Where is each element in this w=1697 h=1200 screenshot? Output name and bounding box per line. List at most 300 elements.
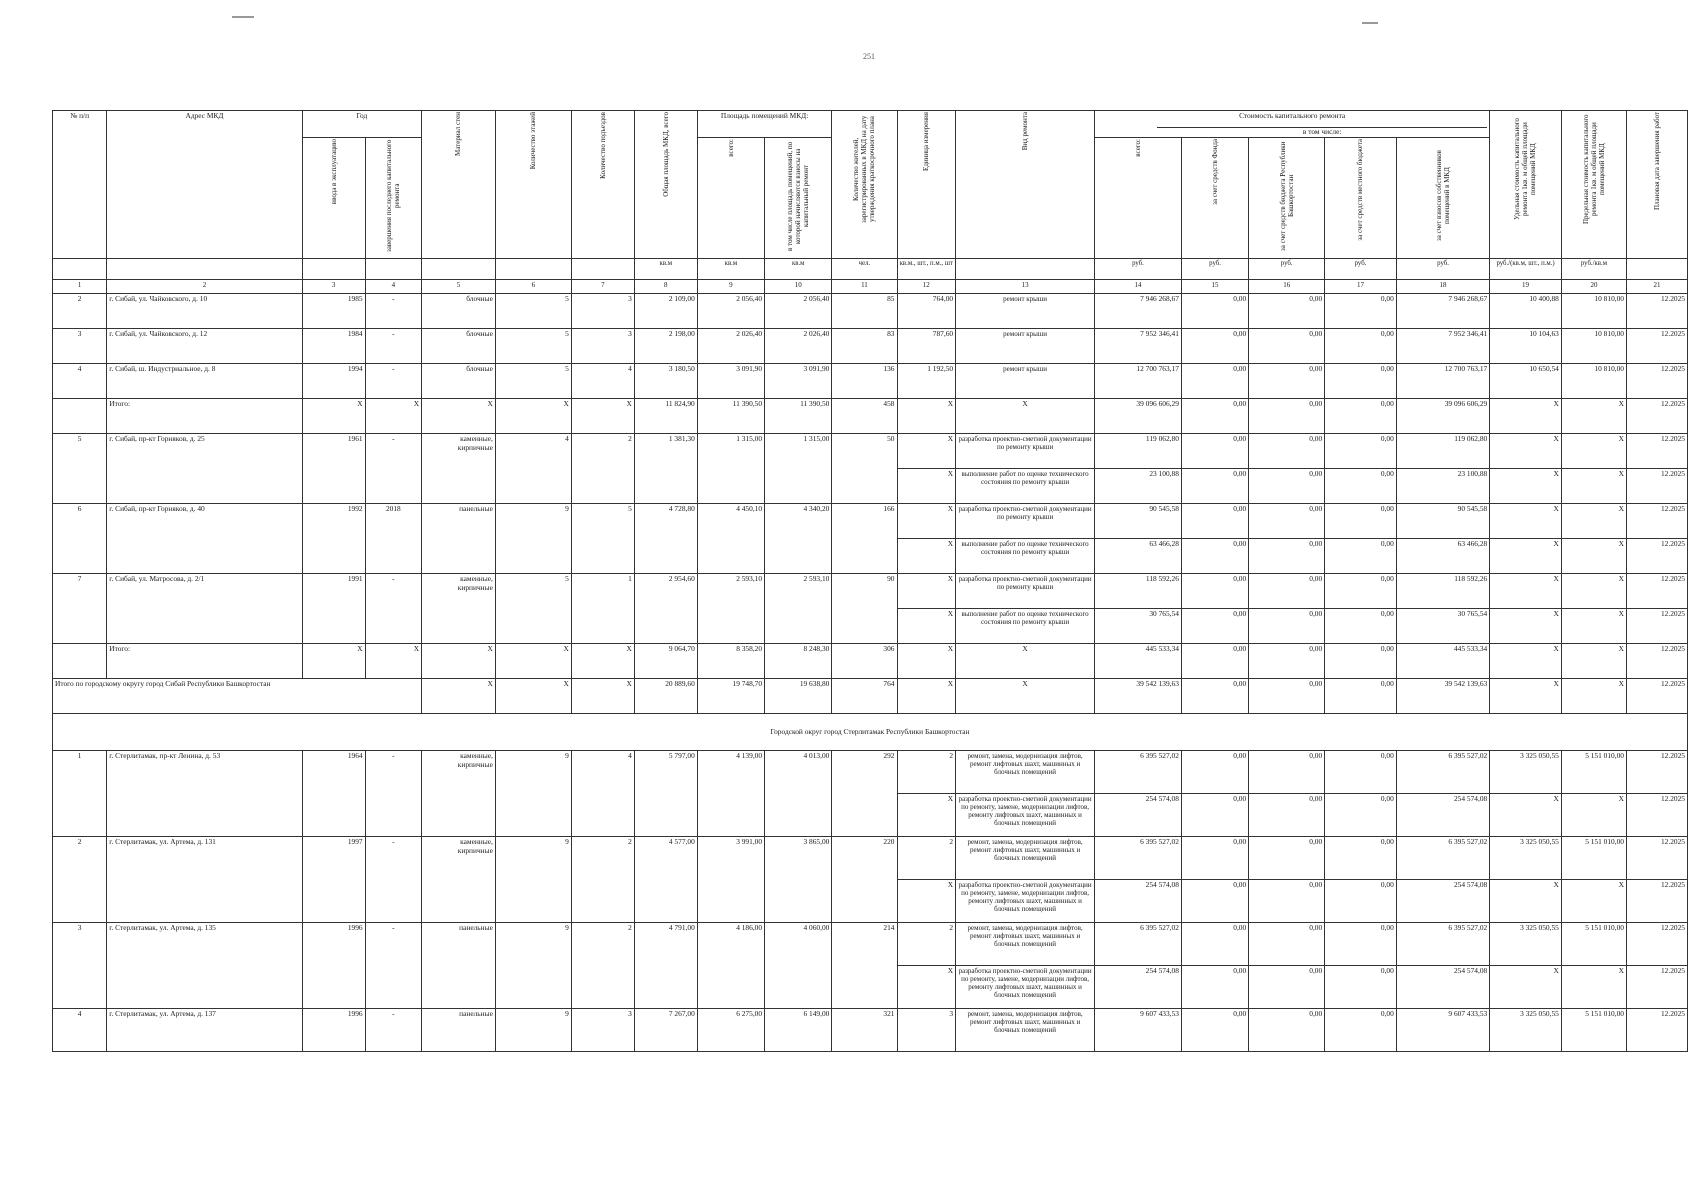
row-cost-fund: 0,00: [1181, 504, 1248, 539]
row-cost-local: 0,00: [1325, 469, 1397, 504]
row-max-cost: X: [1561, 539, 1626, 574]
total-cost: 39 542 139,63: [1095, 679, 1182, 714]
row-unit-cost: X: [1490, 966, 1562, 1009]
total-premises-repair: 11 390,50: [765, 399, 832, 434]
total-area: 11 824,90: [634, 399, 697, 434]
total-premises-repair: 8 248,30: [765, 644, 832, 679]
row-cost-total: 7 952 346,41: [1095, 329, 1182, 364]
row-area: 4 577,00: [634, 837, 697, 923]
row-unit-cost: X: [1490, 880, 1562, 923]
row-address: г. Стерлитамак, ул. Артема, д. 135: [107, 923, 302, 1009]
row-year: 1985: [302, 294, 365, 329]
row-premises-repair: 3 865,00: [765, 837, 832, 923]
row-date: 12.2025: [1627, 574, 1688, 609]
row-entrances: 1: [571, 574, 634, 644]
row-date: 12.2025: [1627, 837, 1688, 880]
row-repair-type: ремонт, замена, модернизация лифтов, ремонт лифтовых шахт, машинных и блочных помещений: [956, 837, 1095, 880]
row-cost-local: 0,00: [1325, 923, 1397, 966]
row-entrances: 3: [571, 294, 634, 329]
row-residents: 214: [832, 923, 897, 1009]
row-residents: 83: [832, 329, 897, 364]
row-repair-type: выполнение работ по оценке технического состояния по ремонту крыши: [956, 539, 1095, 574]
x-mark: X: [956, 679, 1095, 714]
row-cost-local: 0,00: [1325, 539, 1397, 574]
row-premises-repair: 4 340,20: [765, 504, 832, 574]
row-material: блочные: [422, 364, 496, 399]
row-cost-owners: 119 062,80: [1396, 434, 1489, 469]
row-date: 12.2025: [1627, 504, 1688, 539]
row-area: 1 381,30: [634, 434, 697, 504]
header-premises-repair: в том числе площадь помещений, по которой начисляются взносы на капитальный ремонт: [765, 138, 832, 259]
row-cost-rb: 0,00: [1249, 837, 1325, 880]
row-cost-local: 0,00: [1325, 434, 1397, 469]
unit-cell: руб.: [1325, 259, 1397, 280]
row-premises-repair: 1 315,00: [765, 434, 832, 504]
row-cost-fund: 0,00: [1181, 923, 1248, 966]
row-date: 12.2025: [1627, 539, 1688, 574]
row-cost-rb: 0,00: [1249, 434, 1325, 469]
row-address: г. Стерлитамак, ул. Артема, д. 137: [107, 1009, 302, 1052]
row-repair-type: выполнение работ по оценке технического состояния по ремонту крыши: [956, 469, 1095, 504]
row-cost-local: 0,00: [1325, 329, 1397, 364]
row-volume: 2: [897, 751, 956, 794]
row-max-cost: X: [1561, 880, 1626, 923]
row-cost-fund: 0,00: [1181, 794, 1248, 837]
row-material: каменные, кирпичные: [422, 574, 496, 644]
row-num: 5: [53, 434, 107, 504]
header-cost-budget-local: за счет средств местного бюджета: [1325, 138, 1397, 259]
unit-cell: руб./(кв.м, шт., п.м.): [1490, 259, 1562, 280]
row-cost-rb: 0,00: [1249, 469, 1325, 504]
row-repair-type: выполнение работ по оценке технического состояния по ремонту крыши: [956, 609, 1095, 644]
row-address: г. Сибай, ул. Матросова, д. 2/1: [107, 574, 302, 644]
header-cost-owners: за счет взносов собственников помещений в МКД: [1396, 138, 1489, 259]
row-repair-type: ремонт, замена, модернизация лифтов, ремонт лифтовых шахт, машинных и блочных помещений: [956, 923, 1095, 966]
row-cost-rb: 0,00: [1249, 294, 1325, 329]
row-max-cost: 5 151 010,00: [1561, 751, 1626, 794]
header-floors: Количество этажей: [495, 111, 571, 259]
column-number: 8: [634, 280, 697, 294]
row-premises-repair: 4 013,00: [765, 751, 832, 837]
unit-cell: руб./кв.м: [1561, 259, 1626, 280]
row-cost-rb: 0,00: [1249, 574, 1325, 609]
row-last-repair: -: [365, 434, 421, 504]
row-cost-fund: 0,00: [1181, 609, 1248, 644]
total-label: Итого:: [107, 644, 302, 679]
row-last-repair: -: [365, 364, 421, 399]
x-mark: X: [571, 399, 634, 434]
total-fund: 0,00: [1181, 679, 1248, 714]
row-material: панельные: [422, 504, 496, 574]
row-premises-repair: 6 149,00: [765, 1009, 832, 1052]
row-entrances: 2: [571, 434, 634, 504]
row-year: 1997: [302, 837, 365, 923]
column-numbers-row: [53, 280, 1688, 294]
row-volume: X: [897, 539, 956, 574]
row-area: 2 109,00: [634, 294, 697, 329]
row-premises: 3 091,90: [697, 364, 764, 399]
row-residents: 166: [832, 504, 897, 574]
total-owners: 39 542 139,63: [1396, 679, 1489, 714]
row-cost-fund: 0,00: [1181, 469, 1248, 504]
column-number: 13: [956, 280, 1095, 294]
row-unit-cost: X: [1490, 469, 1562, 504]
row-address: г. Стерлитамак, ул. Артема, д. 131: [107, 837, 302, 923]
unit-cell: кв.м., шт., п.м., шт: [897, 259, 956, 280]
header-address: Адрес МКД: [107, 111, 302, 259]
row-cost-local: 0,00: [1325, 609, 1397, 644]
unit-cell: руб.: [1095, 259, 1182, 280]
total-label: Итого:: [107, 399, 302, 434]
row-premises: 6 275,00: [697, 1009, 764, 1052]
row-floors: 9: [495, 1009, 571, 1052]
row-cost-rb: 0,00: [1249, 504, 1325, 539]
row-cost-local: 0,00: [1325, 504, 1397, 539]
table-row: [53, 837, 1688, 880]
row-last-repair: -: [365, 837, 421, 923]
unit-cell: руб.: [1396, 259, 1489, 280]
column-number: 21: [1627, 280, 1688, 294]
row-address: г. Сибай, ш. Индустриальное, д. 8: [107, 364, 302, 399]
row-cost-fund: 0,00: [1181, 837, 1248, 880]
row-cost-total: 6 395 527,02: [1095, 837, 1182, 880]
column-number: 5: [422, 280, 496, 294]
column-number: 11: [832, 280, 897, 294]
row-year: 1964: [302, 751, 365, 837]
row-volume: X: [897, 794, 956, 837]
row-address: г. Сибай, пр-кт Горняков, д. 40: [107, 504, 302, 574]
row-area: 4 791,00: [634, 923, 697, 1009]
x-mark: X: [302, 644, 365, 679]
total-residents: 458: [832, 399, 897, 434]
empty-cell: [53, 399, 107, 434]
section-title: Городской округ город Стерлитамак Республики Башкортостан: [53, 714, 1688, 751]
row-premises: 2 056,40: [697, 294, 764, 329]
row-entrances: 5: [571, 504, 634, 574]
row-cost-owners: 23 100,88: [1396, 469, 1489, 504]
row-cost-owners: 6 395 527,02: [1396, 837, 1489, 880]
row-cost-rb: 0,00: [1249, 329, 1325, 364]
row-max-cost: 5 151 010,00: [1561, 837, 1626, 880]
column-number: 3: [302, 280, 365, 294]
row-material: панельные: [422, 923, 496, 1009]
row-cost-fund: 0,00: [1181, 574, 1248, 609]
row-unit-cost: X: [1490, 794, 1562, 837]
row-cost-local: 0,00: [1325, 794, 1397, 837]
row-last-repair: -: [365, 294, 421, 329]
total-cost: 445 533,34: [1095, 644, 1182, 679]
x-mark: X: [495, 399, 571, 434]
x-mark: X: [1561, 399, 1626, 434]
total-date: 12.2025: [1627, 399, 1688, 434]
header-year-group: Год: [302, 111, 421, 138]
row-last-repair: -: [365, 1009, 421, 1052]
x-mark: X: [365, 399, 421, 434]
column-number: 19: [1490, 280, 1562, 294]
row-volume: 764,00: [897, 294, 956, 329]
table-row: [53, 329, 1688, 364]
row-num: 4: [53, 1009, 107, 1052]
row-max-cost: X: [1561, 504, 1626, 539]
row-floors: 5: [495, 574, 571, 644]
row-cost-fund: 0,00: [1181, 364, 1248, 399]
row-date: 12.2025: [1627, 794, 1688, 837]
row-residents: 90: [832, 574, 897, 644]
row-repair-type: ремонт крыши: [956, 364, 1095, 399]
row-volume: 1 192,50: [897, 364, 956, 399]
row-last-repair: -: [365, 329, 421, 364]
row-volume: 3: [897, 1009, 956, 1052]
x-mark: X: [1490, 644, 1562, 679]
row-cost-local: 0,00: [1325, 364, 1397, 399]
total-date: 12.2025: [1627, 644, 1688, 679]
column-number: 15: [1181, 280, 1248, 294]
row-cost-total: 118 592,26: [1095, 574, 1182, 609]
row-year: 1984: [302, 329, 365, 364]
row-max-cost: X: [1561, 794, 1626, 837]
column-number: 17: [1325, 280, 1397, 294]
row-repair-type: разработка проектно-сметной документации по ремонту, замене, модернизации лифтов, ремонту лифтовых шахт, машинных и блочных помещений: [956, 880, 1095, 923]
row-cost-owners: 90 545,58: [1396, 504, 1489, 539]
row-cost-fund: 0,00: [1181, 751, 1248, 794]
row-cost-total: 7 946 268,67: [1095, 294, 1182, 329]
row-volume: 787,60: [897, 329, 956, 364]
row-entrances: 3: [571, 329, 634, 364]
header-plan-date: Плановая дата завершения работ: [1627, 111, 1688, 259]
x-mark: X: [956, 644, 1095, 679]
row-area: 3 180,50: [634, 364, 697, 399]
row-num: 1: [53, 751, 107, 837]
column-number: 4: [365, 280, 421, 294]
row-material: блочные: [422, 294, 496, 329]
row-max-cost: 5 151 010,00: [1561, 1009, 1626, 1052]
row-cost-owners: 63 466,28: [1396, 539, 1489, 574]
row-volume: X: [897, 434, 956, 469]
row-cost-local: 0,00: [1325, 1009, 1397, 1052]
row-material: каменные, кирпичные: [422, 434, 496, 504]
column-number: 12: [897, 280, 956, 294]
total-premises-repair: 19 638,80: [765, 679, 832, 714]
row-repair-type: ремонт, замена, модернизация лифтов, ремонт лифтовых шахт, машинных и блочных помещений: [956, 751, 1095, 794]
row-premises: 4 186,00: [697, 923, 764, 1009]
x-mark: X: [422, 399, 496, 434]
row-residents: 136: [832, 364, 897, 399]
row-cost-owners: 9 607 433,53: [1396, 1009, 1489, 1052]
header-max-cost: Предельная стоимость капитального ремонта 1кв. м общей площади помещений МКД: [1561, 111, 1626, 259]
row-cost-local: 0,00: [1325, 966, 1397, 1009]
row-unit-cost: X: [1490, 434, 1562, 469]
row-cost-fund: 0,00: [1181, 434, 1248, 469]
row-num: 2: [53, 837, 107, 923]
row-last-repair: -: [365, 923, 421, 1009]
unit-cell: чел.: [832, 259, 897, 280]
row-unit-cost: X: [1490, 504, 1562, 539]
row-cost-owners: 254 574,08: [1396, 880, 1489, 923]
row-cost-total: 119 062,80: [1095, 434, 1182, 469]
row-volume: X: [897, 574, 956, 609]
row-date: 12.2025: [1627, 609, 1688, 644]
row-entrances: 4: [571, 751, 634, 837]
unit-cell: кв.м: [765, 259, 832, 280]
header-cost-group: Стоимость капитального ремонта в том числе:: [1095, 111, 1490, 138]
section-row: [53, 714, 1688, 751]
x-mark: X: [1490, 399, 1562, 434]
table-row: [53, 574, 1688, 609]
table-row: [53, 751, 1688, 794]
row-cost-rb: 0,00: [1249, 539, 1325, 574]
column-number: 16: [1249, 280, 1325, 294]
row-floors: 4: [495, 434, 571, 504]
row-cost-fund: 0,00: [1181, 966, 1248, 1009]
column-number: 10: [765, 280, 832, 294]
row-date: 12.2025: [1627, 434, 1688, 469]
row-repair-type: разработка проектно-сметной документации по ремонту, замене, модернизации лифтов, ремонту лифтовых шахт, машинных и блочных помещений: [956, 966, 1095, 1009]
row-cost-rb: 0,00: [1249, 923, 1325, 966]
total-date: 12.2025: [1627, 679, 1688, 714]
row-premises: 4 139,00: [697, 751, 764, 837]
x-mark: X: [302, 399, 365, 434]
row-premises: 1 315,00: [697, 434, 764, 504]
row-residents: 220: [832, 837, 897, 923]
row-year: 1996: [302, 1009, 365, 1052]
row-floors: 5: [495, 364, 571, 399]
row-repair-type: разработка проектно-сметной документации по ремонту крыши: [956, 504, 1095, 539]
total-premises: 8 358,20: [697, 644, 764, 679]
row-cost-rb: 0,00: [1249, 751, 1325, 794]
total-fund: 0,00: [1181, 644, 1248, 679]
row-cost-fund: 0,00: [1181, 539, 1248, 574]
header-cost-budget-rb: за счет средств бюджета Республики Башкортостан: [1249, 138, 1325, 259]
row-max-cost: 5 151 010,00: [1561, 923, 1626, 966]
header-cost-fund: за счет средств Фонда: [1181, 138, 1248, 259]
row-cost-rb: 0,00: [1249, 1009, 1325, 1052]
row-cost-owners: 254 574,08: [1396, 966, 1489, 1009]
row-premises-repair: 4 060,00: [765, 923, 832, 1009]
x-mark: X: [365, 644, 421, 679]
row-cost-total: 254 574,08: [1095, 794, 1182, 837]
row-cost-total: 6 395 527,02: [1095, 751, 1182, 794]
unit-cell: руб.: [1249, 259, 1325, 280]
row-cost-rb: 0,00: [1249, 880, 1325, 923]
row-max-cost: X: [1561, 609, 1626, 644]
row-date: 12.2025: [1627, 751, 1688, 794]
row-last-repair: -: [365, 574, 421, 644]
row-max-cost: X: [1561, 966, 1626, 1009]
row-premises: 3 991,00: [697, 837, 764, 923]
row-max-cost: 10 810,00: [1561, 329, 1626, 364]
row-date: 12.2025: [1627, 1009, 1688, 1052]
total-local: 0,00: [1325, 644, 1397, 679]
row-entrances: 3: [571, 1009, 634, 1052]
header-num: № п/п: [53, 111, 107, 259]
row-premises: 4 450,10: [697, 504, 764, 574]
row-max-cost: X: [1561, 574, 1626, 609]
row-premises-repair: 2 593,10: [765, 574, 832, 644]
row-cost-local: 0,00: [1325, 837, 1397, 880]
row-cost-fund: 0,00: [1181, 294, 1248, 329]
x-mark: X: [422, 679, 496, 714]
row-cost-local: 0,00: [1325, 880, 1397, 923]
header-premises-total: всего:: [697, 138, 764, 259]
row-cost-total: 254 574,08: [1095, 880, 1182, 923]
row-area: 2 198,00: [634, 329, 697, 364]
x-mark: X: [1561, 679, 1626, 714]
row-volume: X: [897, 469, 956, 504]
row-area: 7 267,00: [634, 1009, 697, 1052]
row-residents: 321: [832, 1009, 897, 1052]
row-max-cost: 10 810,00: [1561, 294, 1626, 329]
row-residents: 292: [832, 751, 897, 837]
row-cost-local: 0,00: [1325, 574, 1397, 609]
row-date: 12.2025: [1627, 329, 1688, 364]
row-cost-rb: 0,00: [1249, 364, 1325, 399]
row-address: г. Сибай, пр-кт Горняков, д. 25: [107, 434, 302, 504]
row-unit-cost: 10 400,88: [1490, 294, 1562, 329]
x-mark: X: [897, 399, 956, 434]
row-cost-total: 254 574,08: [1095, 966, 1182, 1009]
total-fund: 0,00: [1181, 399, 1248, 434]
row-premises: 2 593,10: [697, 574, 764, 644]
table-row: [53, 504, 1688, 539]
row-address: г. Стерлитамак, пр-кт Ленина, д. 53: [107, 751, 302, 837]
row-cost-owners: 7 946 268,67: [1396, 294, 1489, 329]
column-number: 6: [495, 280, 571, 294]
total-cost: 39 096 606,29: [1095, 399, 1182, 434]
row-date: 12.2025: [1627, 364, 1688, 399]
row-area: 2 954,60: [634, 574, 697, 644]
header-year-last-repair: завершения последнего капитального ремонта: [365, 138, 421, 259]
row-unit-cost: 3 325 050,55: [1490, 923, 1562, 966]
row-premises-repair: 2 056,40: [765, 294, 832, 329]
row-date: 12.2025: [1627, 880, 1688, 923]
row-unit-cost: X: [1490, 609, 1562, 644]
header-entrances: Количество подъездов: [571, 111, 634, 259]
row-cost-fund: 0,00: [1181, 1009, 1248, 1052]
row-num: 3: [53, 329, 107, 364]
row-residents: 50: [832, 434, 897, 504]
row-year: 1991: [302, 574, 365, 644]
row-repair-type: разработка проектно-сметной документации по ремонту крыши: [956, 574, 1095, 609]
units-row: [53, 259, 1688, 280]
row-num: 6: [53, 504, 107, 574]
row-unit-cost: 10 650,54: [1490, 364, 1562, 399]
total-local: 0,00: [1325, 679, 1397, 714]
total-label: Итого по городскому округу город Сибай Республики Башкортостан: [53, 679, 422, 714]
row-cost-total: 63 466,28: [1095, 539, 1182, 574]
scan-speck: [1362, 22, 1378, 24]
total-owners: 39 096 606,29: [1396, 399, 1489, 434]
unit-cell: руб.: [1181, 259, 1248, 280]
column-number: 2: [107, 280, 302, 294]
x-mark: X: [897, 679, 956, 714]
column-number: 18: [1396, 280, 1489, 294]
row-floors: 9: [495, 837, 571, 923]
row-cost-rb: 0,00: [1249, 794, 1325, 837]
column-number: 20: [1561, 280, 1626, 294]
row-cost-total: 9 607 433,53: [1095, 1009, 1182, 1052]
row-floors: 5: [495, 294, 571, 329]
row-cost-fund: 0,00: [1181, 880, 1248, 923]
row-last-repair: 2018: [365, 504, 421, 574]
x-mark: X: [422, 644, 496, 679]
row-year: 1996: [302, 923, 365, 1009]
scan-speck: [232, 16, 254, 18]
row-cost-owners: 7 952 346,41: [1396, 329, 1489, 364]
row-residents: 85: [832, 294, 897, 329]
row-repair-type: разработка проектно-сметной документации по ремонту, замене, модернизации лифтов, ремонту лифтовых шахт, машинных и блочных помещений: [956, 794, 1095, 837]
row-material: блочные: [422, 329, 496, 364]
row-cost-owners: 12 700 763,17: [1396, 364, 1489, 399]
